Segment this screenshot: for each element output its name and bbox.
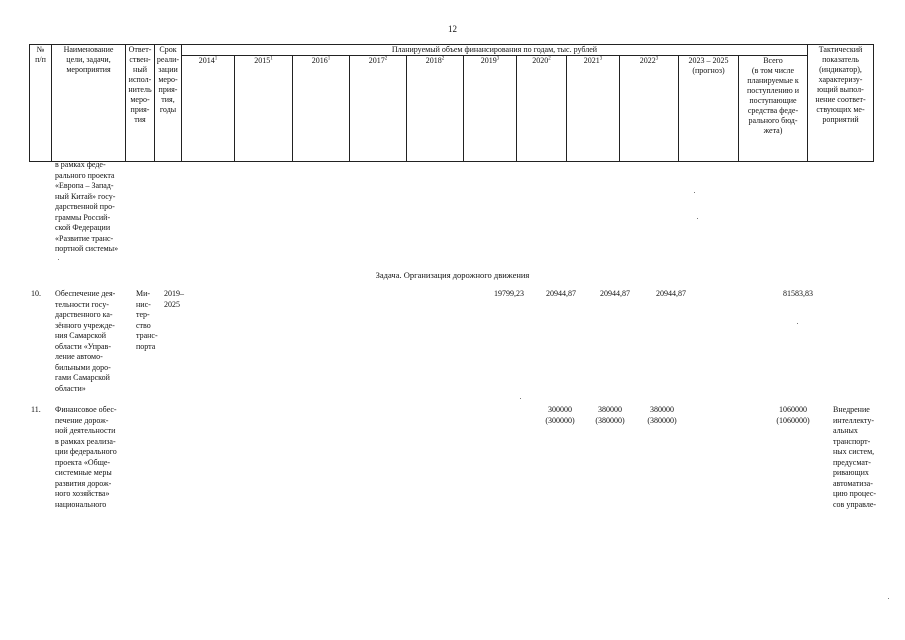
row-11-value-2020: 300000 (300000) [545,405,575,425]
scan-speck [697,218,698,219]
row-11-value-2022: 380000 (380000) [647,405,677,425]
scan-speck [797,323,798,324]
header-year-2021: 2021$^3$ [567,56,620,162]
header-col-total: Всего (в том числе планируемые к поступлению и поступающие средства феде- рального бюд- жета) [739,56,808,162]
header-year-2016: 2016$^1$ [293,56,350,162]
row-10-value-2019: 19799,23 [494,289,524,298]
header-year-2018: 2018$^2$ [407,56,464,162]
row-10-responsible: Ми- нис- тер- ство транс- порта [136,289,158,351]
header-year-2019: 2019$^3$ [464,56,517,162]
row-11-total: 1060000 (1060000) [776,405,810,425]
header-year-2020: 2020$^2$ [517,56,567,162]
header-col-name: Наименование цели, задачи, мероприятия [52,45,126,162]
funding-table-header [29,44,874,162]
header-year-2017: 2017$^2$ [350,56,407,162]
continuation-text: в рамках феде- рального проекта «Европа – Запад- ный Китай» госу- дарственной про- граммы Россий- ской Федерации «Развитие транс- портной системы» [55,160,119,253]
row-10-value-2021: 20944,87 [600,289,630,298]
header-col-no: № п/п [30,45,52,162]
row-10-total: 81583,83 [783,289,813,298]
header-col-term: Срок реали- зации меро- прия- тия, годы [155,45,182,162]
scan-speck [520,398,521,399]
row-10-value-2022: 20944,87 [656,289,686,298]
header-year-2015: 2015$^1$ [235,56,293,162]
scan-speck [694,192,695,193]
row-11-indicator: Внедрение интеллекту- альных транспорт- ных систем, предусмат- ривающих автоматиза- цию процес- сов управле- [833,405,877,509]
header-year-2022: 2022$^3$ [620,56,679,162]
scan-speck [58,259,59,260]
header-funding-title: Планируемый объем финансирования по годам, тыс. рублей [182,45,808,56]
header-year-2014: 2014$^1$ [182,56,235,162]
row-10-value-2020: 20944,87 [546,289,576,298]
header-col-responsible: Ответ- ствен- ный испол- нитель меро- прия- тия [126,45,155,162]
scan-speck [888,598,889,599]
row-11-number: 11. [31,405,41,414]
section-title: Задача. Организация дорожного движения [375,270,530,280]
row-10-number: 10. [31,289,41,298]
row-10-term: 2019– 2025 [164,289,184,309]
page-number: 12 [448,24,457,34]
row-11-value-2021: 380000 (380000) [595,405,625,425]
row-10-name: Обеспечение дея- тельности госу- дарственного ка- зённого учрежде- ния Самарской области «Управ- ление автомо- бильными доро- гами Самарской области» [55,289,116,393]
header-col-indicator: Тактический показатель (индикатор), характеризу- ющий выпол- нение соответ- ствующих ме- роприятий [808,45,874,162]
row-11-name: Финансовое обес- печение дорож- ной деятельности в рамках реализа- ции федерального проекта «Обще- системные меры развития дорож- ного хозяйства» национального [55,405,117,509]
header-col-2023-2025: 2023 – 2025 (прогноз) [679,56,739,162]
